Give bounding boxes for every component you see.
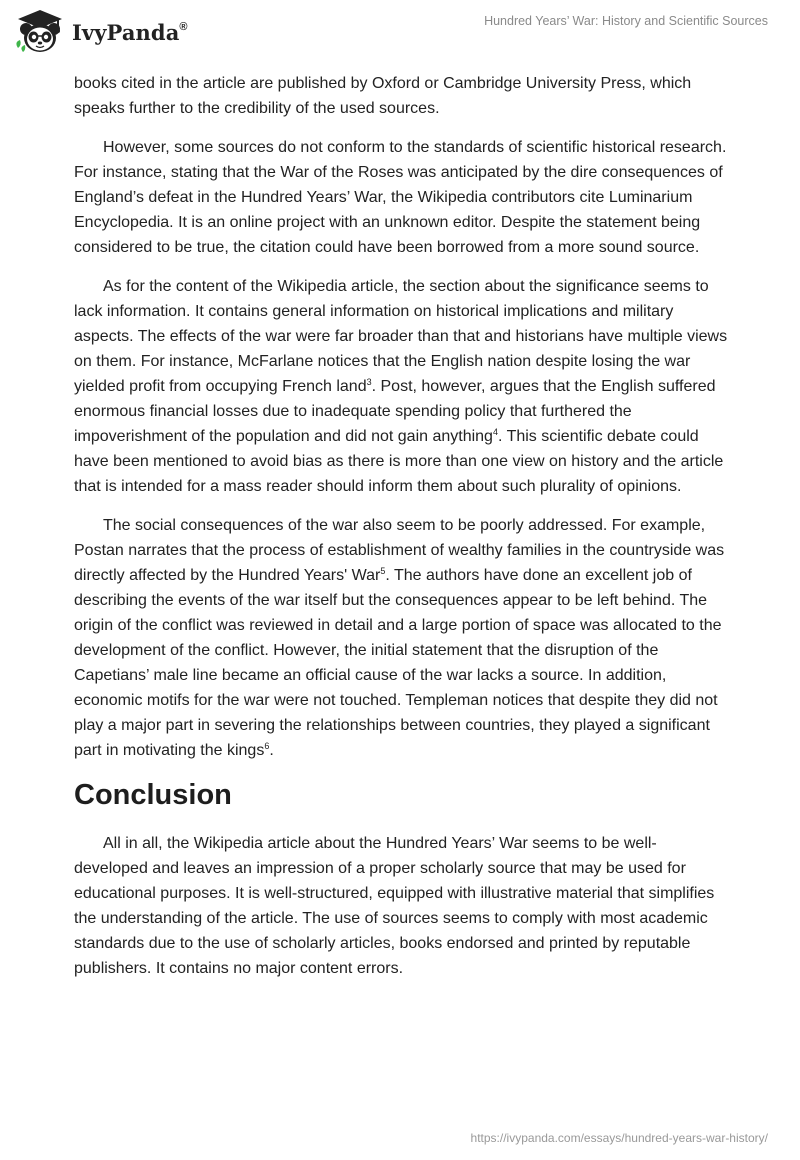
paragraph-0: books cited in the article are published by Oxford or Cambridge University Press, which speaks further to the credibility of the used sources. — [74, 75, 692, 117]
conclusion-heading: Conclusion — [74, 779, 232, 811]
panda-graduate-icon — [14, 8, 66, 54]
paragraph-2: As for the content of the Wikipedia article, the section about the significance seems to lack information. It contains general information on historical implications and military aspects. The effects of the war were far broader than that and historians have multiple views on them. For instance, McFarlane notices that the English nation despite losing the war yielded profit from occupying French land$^3$. Post, however, argues that the English suffered enormous financial losses due to inadequate spending policy that furthered the impoverishment of the population and did not gain anything$^4$. This scientific debate could have been mentioned to avoid bias as there is more than one view on history and the article that is intended for a mass reader should inform them about such plurality of opinions. — [74, 278, 728, 495]
paragraph-1: However, some sources do not conform to the standards of scientific historical research. For instance, stating that the War of the Roses was anticipated by the dire consequences of England’s defeat in the Hundred Years’ War, the Wikipedia contributors cite Luminarium Encyclopedia. It is an online project with an unknown editor. Despite the statement being considered to be true, the citation could have been borrowed from a more sound source. — [74, 139, 727, 256]
paragraph-3: The social consequences of the war also seem to be poorly addressed. For example, Postan narrates that the process of establishment of wealthy families in the countryside was directly affected by the Hundred Years' War$^5$. The authors have done an excellent job of describing the events of the war itself but the consequences appear to be left behind. The origin of the conflict was reviewed in detail and a large portion of space was allocated to the development of the conflict. However, the initial statement that the disruption of the Capetians’ male line became an official cause of the war lacks a source. In addition, economic motifs for the war were not touched. Templeman notices that despite they did not play a major part in severing the relationships between countries, they played a significant part in motivating the kings$^6$. — [74, 517, 725, 759]
footnote-ref[interactable]: 3 — [366, 377, 372, 387]
brand-logo[interactable] — [14, 8, 188, 54]
page-header — [0, 0, 800, 70]
paragraph-4: All in all, the Wikipedia article about the Hundred Years’ War seems to be well-developed and leaves an impression of a proper scholarly source that may be used for educational purposes. It is well-structured, equipped with illustrative material that simplifies the understanding of the article. The use of sources seems to comply with most academic standards due to the use of scholarly articles, books endorsed and printed by reputable publishers. It contains no major content errors. — [74, 835, 715, 977]
footnote-ref[interactable]: 4 — [492, 427, 498, 437]
document-title: Hundred Years’ War: History and Scientific Sources — [484, 14, 768, 28]
footnote-ref[interactable]: 5 — [380, 566, 386, 576]
footnote-ref[interactable]: 6 — [264, 741, 270, 751]
essay-body — [74, 71, 728, 995]
source-url[interactable]: https://ivypanda.com/essays/hundred-years-war-history/ — [470, 1131, 768, 1145]
brand-name: IvyPanda® — [72, 19, 188, 45]
